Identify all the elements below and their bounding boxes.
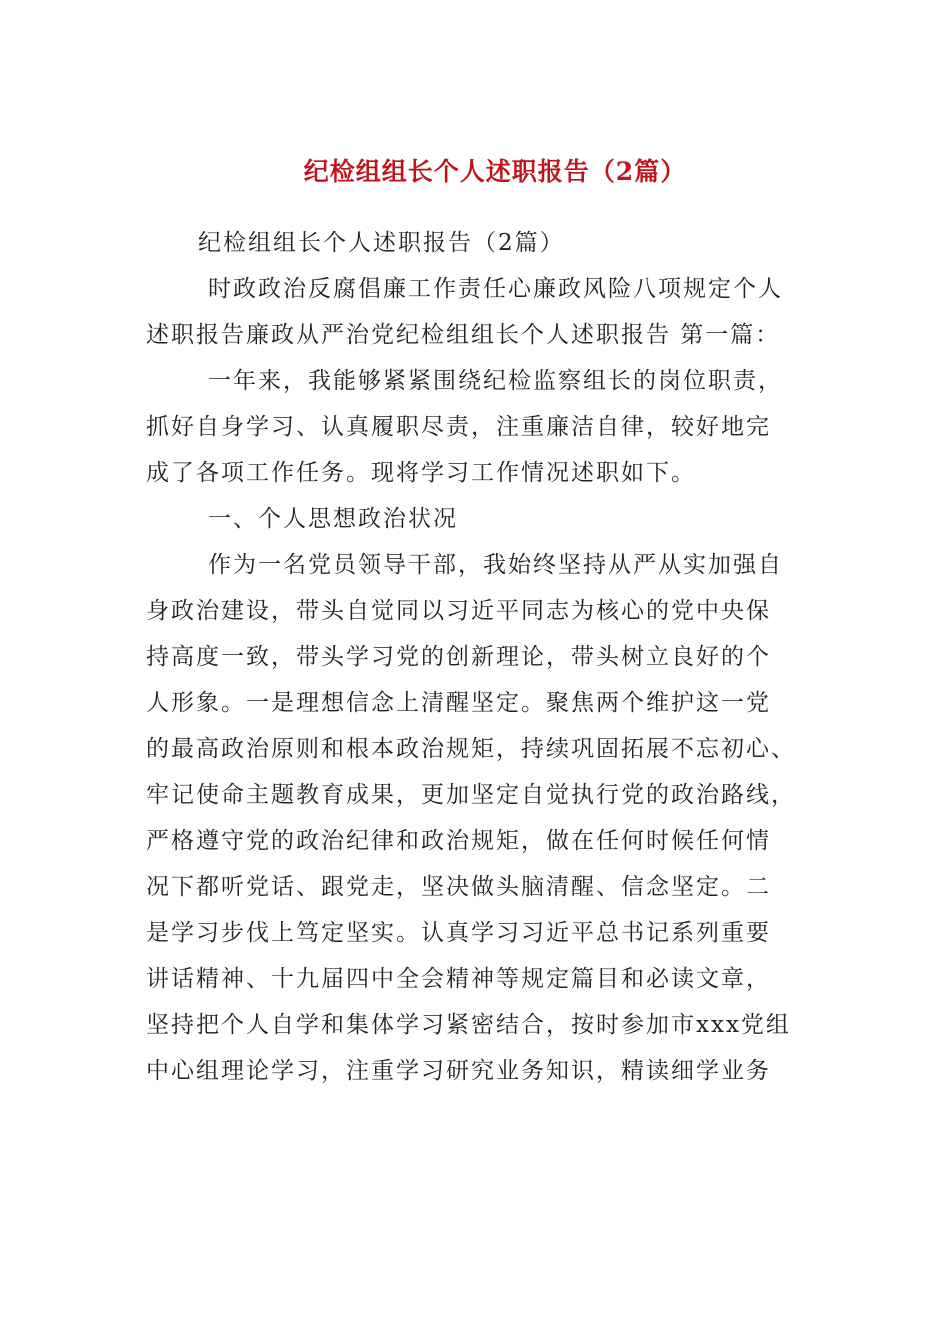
paragraph-line: 作为一名党员领导干部，我始终坚持从严从实加强自 bbox=[208, 552, 783, 578]
paragraph-line: 讲话精神、十九届四中全会精神等规定篇目和必读文章， bbox=[146, 966, 771, 992]
paragraph-line: 是学习步伐上笃定坚实。认真学习习近平总书记系列重要 bbox=[146, 920, 771, 946]
paragraph-line: 时政政治反腐倡廉工作责任心廉政风险八项规定个人 bbox=[208, 276, 783, 302]
section-heading: 一、个人思想政治状况 bbox=[208, 506, 458, 532]
paragraph-line: 一年来，我能够紧紧围绕纪检监察组长的岗位职责， bbox=[208, 368, 783, 394]
paragraph-line: 况下都听党话、跟党走，坚决做头脑清醒、信念坚定。二 bbox=[146, 874, 771, 900]
paragraph-line: 述职报告廉政从严治党纪检组组长个人述职报告 第一篇： bbox=[146, 322, 781, 348]
paragraph-line: 严格遵守党的政治纪律和政治规矩，做在任何时候任何情 bbox=[146, 828, 771, 854]
subtitle-line: 纪检组组长个人述职报告（2篇） bbox=[198, 230, 565, 256]
document-body bbox=[146, 220, 806, 1094]
paragraph-line: 牢记使命主题教育成果，更加坚定自觉执行党的政治路线， bbox=[146, 782, 796, 808]
paragraph-line: 抓好自身学习、认真履职尽责，注重廉洁自律，较好地完 bbox=[146, 414, 771, 440]
paragraph-line: 成了各项工作任务。现将学习工作情况述职如下。 bbox=[146, 460, 696, 486]
paragraph-line: 人形象。一是理想信念上清醒坚定。聚焦两个维护这一党 bbox=[146, 690, 771, 716]
paragraph-line: 持高度一致，带头学习党的创新理论，带头树立良好的个 bbox=[146, 644, 771, 670]
paragraph-line: 的最高政治原则和根本政治规矩，持续巩固拓展不忘初心、 bbox=[146, 736, 796, 762]
document-title: 纪检组组长个人述职报告（2篇） bbox=[303, 157, 687, 186]
paragraph-line: 身政治建设，带头自觉同以习近平同志为核心的党中央保 bbox=[146, 598, 771, 624]
paragraph-line: 中心组理论学习，注重学习研究业务知识，精读细学业务 bbox=[146, 1058, 771, 1084]
paragraph-line: 坚持把个人自学和集体学习紧密结合，按时参加市xxx党组 bbox=[146, 1012, 791, 1038]
